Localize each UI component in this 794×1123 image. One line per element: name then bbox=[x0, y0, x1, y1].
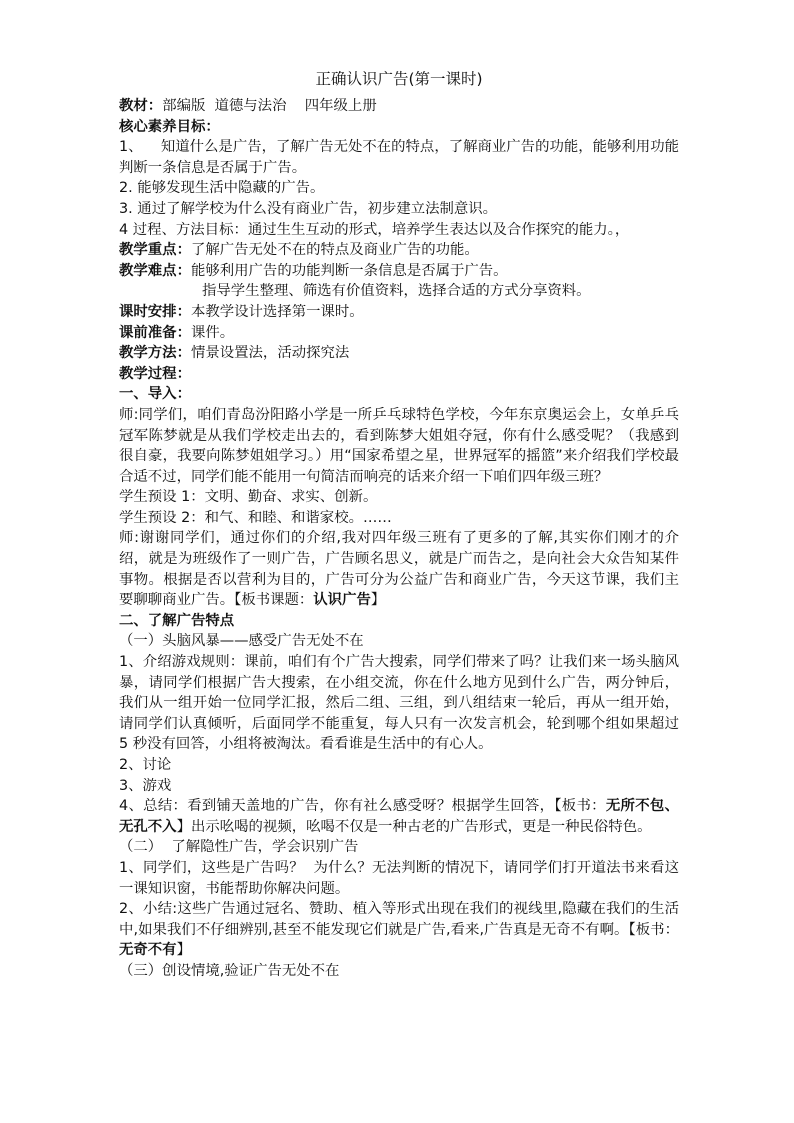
student-preset-1: 学生预设 1：文明、勤奋、求实、创新。 bbox=[119, 489, 378, 506]
item-1: 1、介绍游戏规则：课前，咱们有个广告大搜索，同学们带来了吗？让我们来一场头脑风暴，请同学们根据广告大搜索，在小组交流，你在什么地方见到什么广告，两分钟后，我们从一组开始一位同学汇报，然后二组、三组，到八组结束一轮后，再从一组开始，请同学们认真倾听，后面同学不能重复，每人只有一次发言机会，轮到哪个组如果超过 5 秒没有回答，小组将被淘汰。看看谁是生活中的有心人。 bbox=[119, 654, 684, 753]
methods-label: 教学方法： bbox=[119, 345, 191, 362]
material-value: 部编版 道德与法治 四年级上册 bbox=[162, 98, 377, 114]
section-1-paragraph-4 bbox=[119, 528, 679, 610]
paragraph-4-text: 师:谢谢同学们，通过你们的介绍,我对四年级三班有了更多的了解,其实你们刚才的介绍，就是为班级作了一则广告，广告顾名思义，就是广而告之，是向社会大众告知某件事物。根据是否以营利为目的，广告可分为公益广告和商业广告，今天这节课，我们主要聊聊商业广告。【板书课题： bbox=[119, 530, 679, 609]
preparation-label: 课前准备： bbox=[119, 324, 191, 341]
board-title: 认识广告 bbox=[313, 592, 371, 609]
schedule-line bbox=[119, 302, 679, 323]
preparation-line bbox=[119, 323, 679, 344]
item-6-text-end: 】 bbox=[176, 942, 191, 959]
difficulties-text: 能够利用广告的功能判断一条信息是否属于广告。 bbox=[190, 262, 508, 279]
subsection-2-heading: （二） 了解隐性广告，学会识别广告 bbox=[119, 839, 359, 856]
item-4 bbox=[119, 796, 679, 837]
methods-text: 情景设置法，活动探究法 bbox=[190, 345, 350, 362]
item-4-text-end: 】出示吆喝的视频，吆喝不仅是一种古老的广告形式，更是一种民俗特色。 bbox=[176, 818, 652, 835]
methods-line bbox=[119, 343, 679, 364]
difficulties-line-2: 指导学生整理、筛选有价值资料，选择合适的方式分享资料。 bbox=[202, 283, 591, 300]
subsection-3-heading: （三）创设情境,验证广告无处不在 bbox=[119, 962, 340, 979]
material-label: 教材： bbox=[119, 98, 163, 114]
paragraph-4-end: 】 bbox=[370, 592, 386, 609]
item-3: 3、游戏 bbox=[119, 777, 172, 794]
key-points-line bbox=[119, 240, 679, 261]
student-preset-2: 学生预设 2：和气、和睦、和谐家校。…… bbox=[119, 509, 392, 526]
item-6 bbox=[119, 899, 679, 961]
difficulties-line bbox=[119, 261, 679, 282]
core-goals-label: 核心素养目标： bbox=[119, 118, 220, 135]
schedule-label: 课时安排： bbox=[119, 303, 191, 320]
material-line bbox=[119, 96, 679, 117]
section-2-heading: 二、了解广告特点 bbox=[119, 612, 235, 629]
page-title: 正确认识广告(第一课时) bbox=[315, 70, 483, 88]
section-1-paragraph-1: 师:同学们，咱们青岛汾阳路小学是一所乒乓球特色学校，今年东京奥运会上，女单乒乓冠军陈梦就是从我们学校走出去的，看到陈梦大姐姐夺冠，你有什么感受呢？（我感到很自豪，我要向陈梦姐姐学习。）用“国家希望之星，世界冠军的摇篮”来介绍我们学校最合适不过，同学们能不能用一句简洁而响亮的话来介绍一下咱们四年级三班？ bbox=[119, 406, 679, 485]
board-note-1: 无所不包、无孔不入 bbox=[119, 798, 679, 835]
item-6-text: 2、小结:这些广告通过冠名、赞助、植入等形式出现在我们的视线里,隐藏在我们的生活中,如果我们不仔细辨别,甚至不能发现它们就是广告,看来,广告真是无奇不有啊。【板书： bbox=[119, 901, 679, 938]
objective-3: 3. 通过了解学校为什么没有商业广告，初步建立法制意识。 bbox=[119, 200, 498, 217]
item-4-text: 4、总结：看到铺天盖地的广告，你有社么感受呀？根据学生回答，【板书： bbox=[119, 798, 606, 815]
process-label: 教学过程： bbox=[119, 365, 191, 382]
objective-2: 2. 能够发现生活中隐藏的广告。 bbox=[119, 180, 325, 197]
key-points-text: 了解广告无处不在的特点及商业广告的功能。 bbox=[190, 242, 479, 259]
lesson-plan-page bbox=[119, 68, 684, 982]
item-2: 2、讨论 bbox=[119, 757, 172, 773]
preparation-text: 课件。 bbox=[190, 324, 235, 341]
board-note-2: 无奇不有 bbox=[119, 942, 177, 959]
difficulties-label: 教学难点： bbox=[119, 262, 191, 279]
objective-1: 1、 知道什么是广告，了解广告无处不在的特点，了解商业广告的功能，能够利用功能判断一条信息是否属于广告。 bbox=[119, 139, 679, 176]
schedule-text: 本教学设计选择第一课时。 bbox=[190, 303, 364, 320]
objective-4: 4 过程、方法目标：通过生生互动的形式，培养学生表达以及合作探究的能力。， bbox=[119, 221, 630, 238]
subsection-1-heading: （一）头脑风暴——感受广告无处不在 bbox=[119, 633, 364, 650]
section-1-heading: 一、导入： bbox=[119, 386, 191, 403]
item-5: 1、同学们，这些是广告吗？ 为什么？无法判断的情况下，请同学们打开道法书来看这一课知识窗，书能帮助你解决问题。 bbox=[119, 859, 679, 897]
key-points-label: 教学重点： bbox=[119, 242, 191, 259]
